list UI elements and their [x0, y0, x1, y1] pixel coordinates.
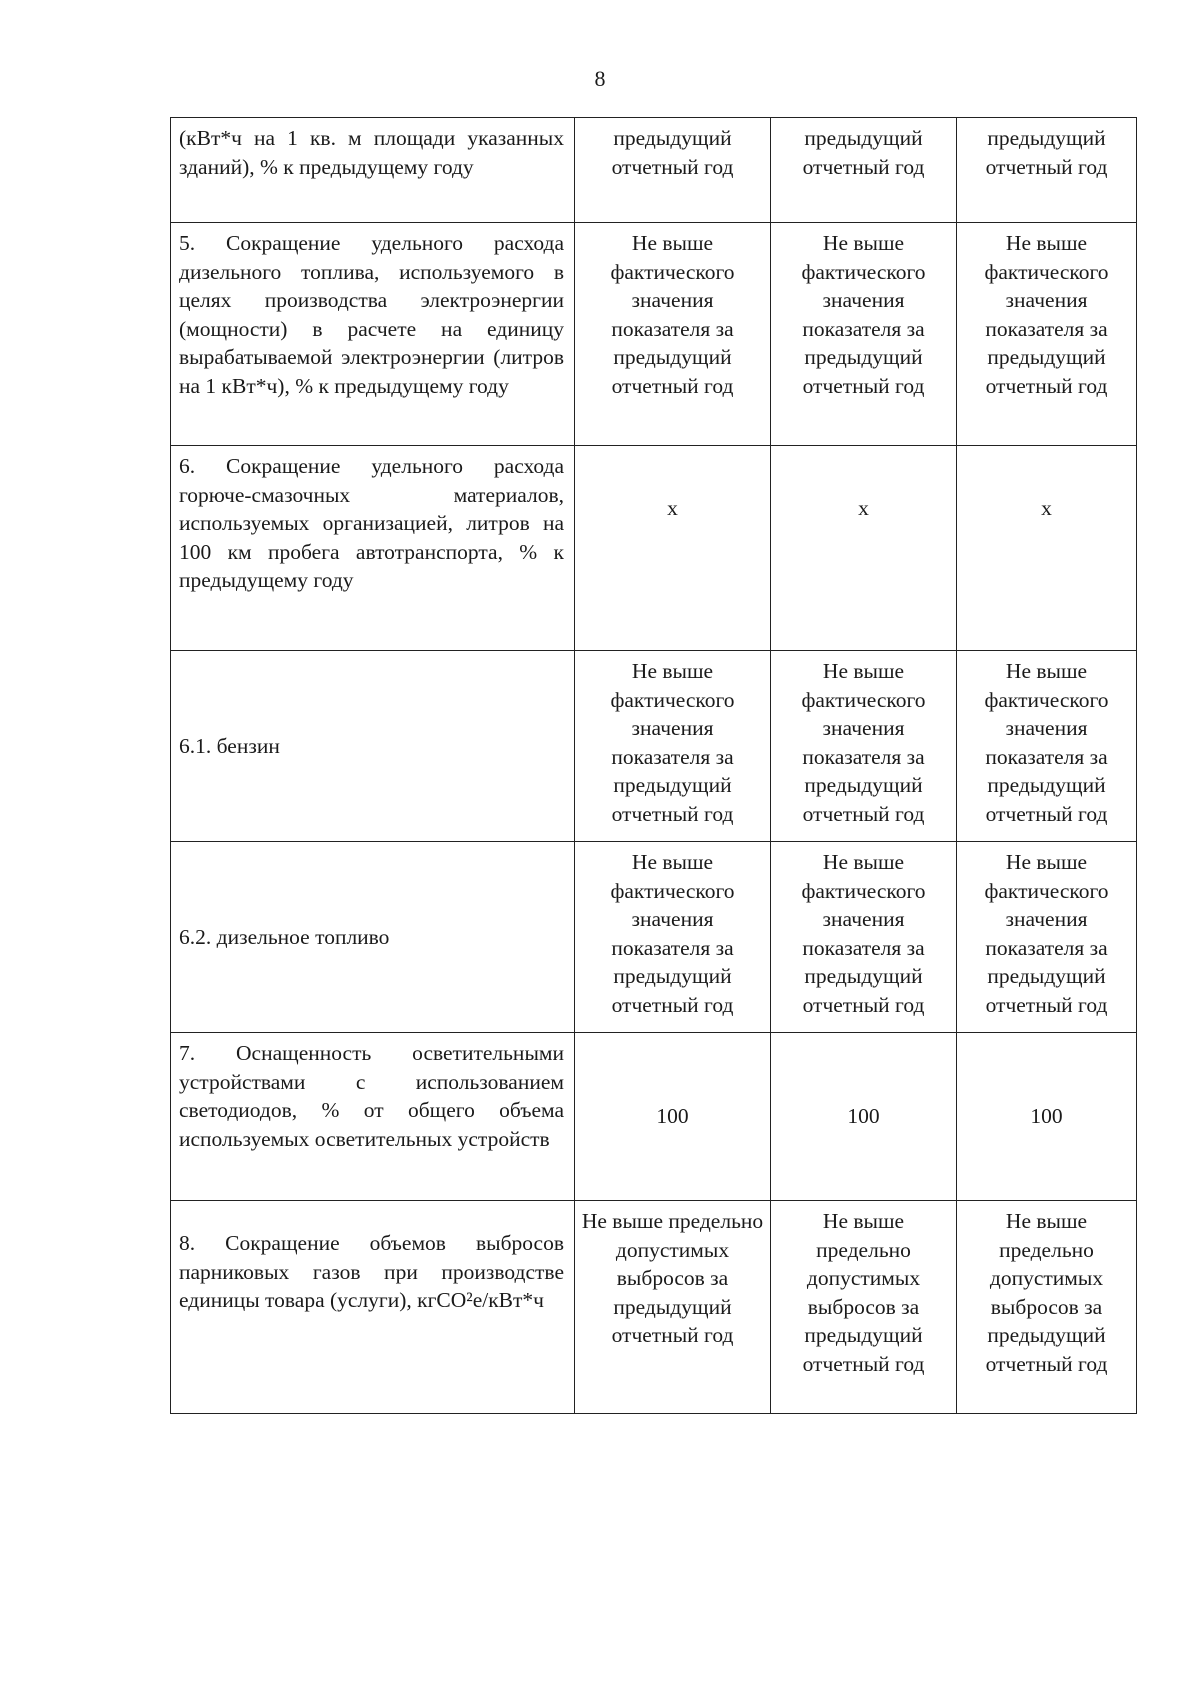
value-cell: Не выше фактического значения показателя за предыдущий отчетный год [957, 842, 1137, 1033]
indicator-label: 5. Сокращение удельного расхода дизельного топлива, используемого в целях производства электроэнергии (мощности) в расчете на единицу вырабатываемой электроэнергии (литров на 1 кВт*ч), % к предыдущему году [179, 231, 564, 398]
table-row [171, 1201, 1137, 1414]
value-cell: предыдущий отчетный год [957, 118, 1137, 223]
value-cell: Не выше предельно допустимых выбросов за предыдущий отчетный год [575, 1201, 771, 1414]
indicator-label-cell [171, 1201, 575, 1414]
value-cell: Не выше фактического значения показателя за предыдущий отчетный год [957, 223, 1137, 446]
value-cell: Не выше фактического значения показателя за предыдущий отчетный год [575, 842, 771, 1033]
value-cell: х [957, 446, 1137, 651]
page-number: 8 [594, 66, 606, 91]
value-cell: 100 [957, 1033, 1137, 1201]
indicator-label: (кВт*ч на 1 кв. м площади указанных зданий), % к предыдущему году [179, 126, 564, 179]
value-cell: Не выше предельно допустимых выбросов за предыдущий отчетный год [957, 1201, 1137, 1414]
indicator-label: 7. Оснащенность осветительными устройствами с использованием светодиодов, % от общего объема используемых осветительных устройств [179, 1041, 564, 1151]
indicator-label: 6.1. бензин [179, 733, 280, 758]
value-cell: предыдущий отчетный год [771, 118, 957, 223]
indicator-label: 8. Сокращение объемов выбросов парниковых газов при производстве единицы товара (услуги), кгCO²е/кВт*ч [179, 1231, 564, 1312]
value-cell: 100 [575, 1033, 771, 1201]
table-row [171, 842, 1137, 1033]
table-row [171, 651, 1137, 842]
table-row [171, 223, 1137, 446]
indicator-label-cell [171, 223, 575, 446]
value-cell: х [771, 446, 957, 651]
table-row [171, 118, 1137, 223]
value-cell: Не выше предельно допустимых выбросов за предыдущий отчетный год [771, 1201, 957, 1414]
indicator-label-cell [171, 118, 575, 223]
value-cell: Не выше фактического значения показателя за предыдущий отчетный год [771, 842, 957, 1033]
indicator-label: 6. Сокращение удельного расхода горюче-смазочных материалов, используемых организацией, литров на 100 км пробега автотранспорта, % к предыдущему году [179, 454, 564, 592]
indicator-label-cell [171, 446, 575, 651]
value-cell: Не выше фактического значения показателя за предыдущий отчетный год [771, 223, 957, 446]
indicator-label-cell [171, 842, 575, 1033]
value-cell: х [575, 446, 771, 651]
indicator-label-cell [171, 651, 575, 842]
indicators-table [170, 117, 1137, 1414]
value-cell: Не выше фактического значения показателя за предыдущий отчетный год [771, 651, 957, 842]
indicator-label: 6.2. дизельное топливо [179, 924, 390, 949]
value-cell: Не выше фактического значения показателя за предыдущий отчетный год [957, 651, 1137, 842]
value-cell: предыдущий отчетный год [575, 118, 771, 223]
indicator-label-cell [171, 1033, 575, 1201]
value-cell: Не выше фактического значения показателя за предыдущий отчетный год [575, 651, 771, 842]
table-row [171, 1033, 1137, 1201]
table-row [171, 446, 1137, 651]
value-cell: Не выше фактического значения показателя за предыдущий отчетный год [575, 223, 771, 446]
value-cell: 100 [771, 1033, 957, 1201]
